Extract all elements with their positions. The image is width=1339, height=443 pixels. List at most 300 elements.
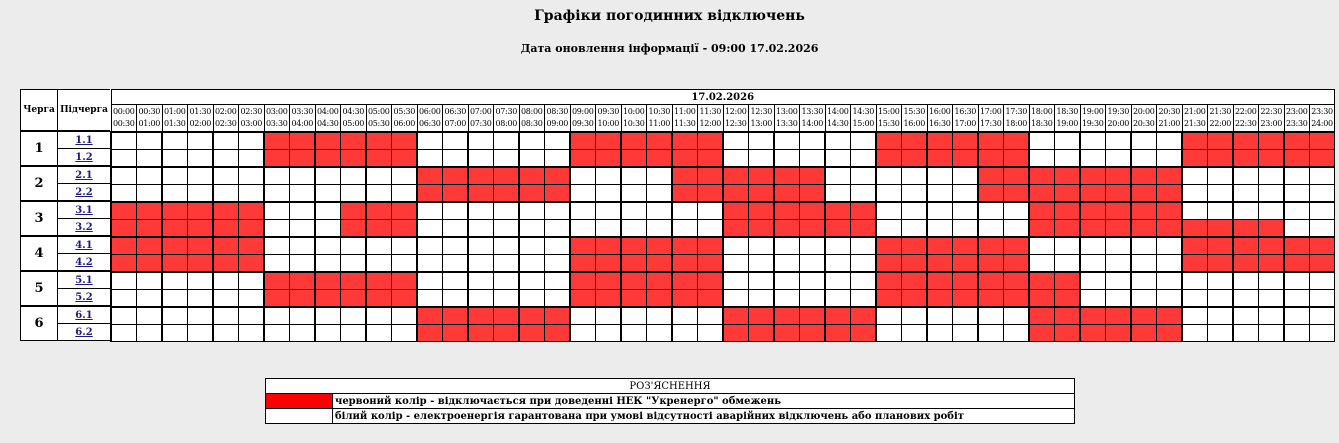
- available-cell: [953, 307, 979, 325]
- available-cell: [1310, 325, 1335, 342]
- outage-cell: [494, 325, 520, 342]
- available-cell: [621, 185, 647, 203]
- available-cell: [1004, 220, 1030, 238]
- available-cell: [851, 237, 877, 255]
- time-slot-start: 09:30: [597, 107, 620, 116]
- available-cell: [570, 325, 596, 342]
- time-slot-end: 16:30: [928, 119, 951, 128]
- available-cell: [1284, 220, 1310, 238]
- outage-cell: [570, 255, 596, 273]
- time-slot-header: [749, 105, 775, 133]
- available-cell: [1182, 307, 1208, 325]
- available-cell: [1284, 167, 1310, 185]
- available-cell: [1182, 325, 1208, 342]
- outage-cell: [290, 150, 316, 168]
- time-slot-header: [264, 105, 290, 133]
- available-cell: [800, 272, 826, 290]
- available-cell: [1080, 237, 1106, 255]
- available-cell: [851, 167, 877, 185]
- outage-cell: [1080, 220, 1106, 238]
- schedule-row: [111, 272, 1335, 290]
- outage-cell: [341, 150, 367, 168]
- outage-cell: [876, 132, 902, 150]
- time-slot-end: 09:00: [546, 119, 569, 128]
- outage-cell: [1182, 220, 1208, 238]
- available-cell: [1004, 202, 1030, 220]
- outage-cell: [1004, 132, 1030, 150]
- time-slot-header: [1208, 105, 1234, 133]
- available-cell: [596, 307, 622, 325]
- time-slot-start: 13:00: [775, 107, 798, 116]
- outage-cell: [417, 167, 443, 185]
- available-cell: [468, 202, 494, 220]
- subqueue-cell: [58, 306, 111, 324]
- available-cell: [953, 220, 979, 238]
- time-slot-header: [723, 105, 749, 133]
- subqueue-link[interactable]: 4.1: [75, 239, 93, 251]
- available-cell: [519, 290, 545, 308]
- available-cell: [213, 290, 239, 308]
- time-slot-start: 01:30: [189, 107, 212, 116]
- subqueue-cell: [58, 236, 111, 254]
- available-cell: [1182, 167, 1208, 185]
- available-cell: [825, 272, 851, 290]
- available-cell: [1259, 272, 1285, 290]
- outage-cell: [1080, 167, 1106, 185]
- outage-cell: [137, 220, 163, 238]
- outage-cell: [1055, 185, 1081, 203]
- outage-cell: [1131, 325, 1157, 342]
- available-cell: [239, 325, 265, 342]
- available-cell: [749, 237, 775, 255]
- outage-cell: [800, 185, 826, 203]
- available-cell: [162, 167, 188, 185]
- outage-cell: [1182, 255, 1208, 273]
- outage-cell: [672, 237, 698, 255]
- time-slot-header: [876, 105, 902, 133]
- outage-cell: [290, 272, 316, 290]
- outage-cell: [1029, 272, 1055, 290]
- available-cell: [213, 185, 239, 203]
- available-cell: [902, 202, 928, 220]
- outage-cell: [545, 325, 571, 342]
- outage-cell: [341, 272, 367, 290]
- outage-cell: [1310, 132, 1335, 150]
- outage-cell: [596, 237, 622, 255]
- available-cell: [111, 185, 137, 203]
- available-cell: [111, 325, 137, 342]
- subqueue-link[interactable]: 1.1: [75, 134, 93, 146]
- available-cell: [213, 132, 239, 150]
- available-cell: [1208, 272, 1234, 290]
- available-cell: [366, 307, 392, 325]
- outage-cell: [1157, 202, 1183, 220]
- outage-cell: [1029, 325, 1055, 342]
- available-cell: [341, 185, 367, 203]
- outage-cell: [162, 220, 188, 238]
- available-cell: [264, 255, 290, 273]
- available-cell: [1259, 202, 1285, 220]
- outage-cell: [927, 255, 953, 273]
- available-cell: [978, 325, 1004, 342]
- subqueue-cell: [58, 149, 111, 167]
- available-cell: [188, 185, 214, 203]
- available-cell: [596, 220, 622, 238]
- time-slot-header: [825, 105, 851, 133]
- available-cell: [290, 167, 316, 185]
- outage-cell: [672, 167, 698, 185]
- subqueue-cell: [58, 324, 111, 341]
- outage-cell: [825, 325, 851, 342]
- available-cell: [825, 185, 851, 203]
- time-slot-start: 07:00: [469, 107, 492, 116]
- outage-cell: [519, 185, 545, 203]
- available-cell: [341, 255, 367, 273]
- available-cell: [392, 307, 418, 325]
- available-cell: [545, 255, 571, 273]
- outage-cell: [264, 150, 290, 168]
- available-cell: [111, 132, 137, 150]
- outage-cell: [1233, 132, 1259, 150]
- outage-cell: [570, 290, 596, 308]
- outage-cell: [902, 237, 928, 255]
- available-cell: [519, 272, 545, 290]
- time-slot-start: 08:30: [546, 107, 569, 116]
- time-slot-header: [290, 105, 316, 133]
- outage-cell: [902, 150, 928, 168]
- available-cell: [443, 290, 469, 308]
- outage-cell: [213, 220, 239, 238]
- outage-cell: [111, 255, 137, 273]
- subqueue-cell: [58, 166, 111, 184]
- time-slot-header: [1284, 105, 1310, 133]
- outage-cell: [1080, 325, 1106, 342]
- outage-cell: [239, 255, 265, 273]
- time-slot-header: [647, 105, 673, 133]
- time-slot-start: 19:30: [1107, 107, 1130, 116]
- outage-cell: [749, 325, 775, 342]
- time-slot-end: 03:30: [265, 119, 288, 128]
- time-slot-end: 11:00: [648, 119, 671, 128]
- available-cell: [545, 202, 571, 220]
- outage-cell: [494, 185, 520, 203]
- subqueue-link[interactable]: 2.2: [75, 186, 93, 198]
- subqueue-link[interactable]: 5.2: [75, 291, 93, 303]
- outage-cell: [1029, 220, 1055, 238]
- subqueue-link[interactable]: 6.2: [75, 326, 93, 338]
- outage-cell: [1004, 272, 1030, 290]
- available-cell: [417, 150, 443, 168]
- available-cell: [494, 237, 520, 255]
- available-cell: [749, 150, 775, 168]
- available-cell: [1106, 237, 1132, 255]
- time-slot-start: 11:00: [673, 107, 696, 116]
- available-cell: [264, 237, 290, 255]
- available-cell: [392, 167, 418, 185]
- available-cell: [1233, 202, 1259, 220]
- outage-cell: [1055, 220, 1081, 238]
- time-slot-end: 04:00: [291, 119, 314, 128]
- available-cell: [774, 255, 800, 273]
- available-cell: [213, 167, 239, 185]
- outage-cell: [315, 272, 341, 290]
- available-cell: [290, 185, 316, 203]
- available-cell: [1080, 150, 1106, 168]
- available-cell: [1131, 272, 1157, 290]
- available-cell: [825, 290, 851, 308]
- available-cell: [417, 237, 443, 255]
- available-cell: [927, 220, 953, 238]
- available-cell: [1106, 255, 1132, 273]
- outage-cell: [1157, 167, 1183, 185]
- outage-cell: [1284, 132, 1310, 150]
- subqueue-link[interactable]: 3.2: [75, 221, 93, 233]
- outage-cell: [723, 185, 749, 203]
- outage-cell: [902, 290, 928, 308]
- available-cell: [851, 255, 877, 273]
- available-cell: [647, 185, 673, 203]
- available-cell: [264, 307, 290, 325]
- outage-cell: [162, 202, 188, 220]
- available-cell: [239, 290, 265, 308]
- available-cell: [1284, 290, 1310, 308]
- available-cell: [698, 220, 724, 238]
- available-cell: [341, 307, 367, 325]
- outage-cell: [188, 255, 214, 273]
- page-title: Графіки погодинних відключень: [534, 8, 805, 24]
- subqueue-link[interactable]: 3.1: [75, 204, 93, 216]
- schedule-row: [111, 202, 1335, 220]
- outage-cell: [1055, 290, 1081, 308]
- queue-header: Черга: [21, 90, 58, 132]
- available-cell: [1208, 307, 1234, 325]
- outage-cell: [774, 185, 800, 203]
- time-slot-end: 13:00: [750, 119, 773, 128]
- outage-cell: [1029, 167, 1055, 185]
- available-cell: [1106, 150, 1132, 168]
- time-slot-start: 17:00: [979, 107, 1002, 116]
- outage-cell: [1131, 185, 1157, 203]
- time-slot-start: 19:00: [1081, 107, 1104, 116]
- outage-cell: [1259, 150, 1285, 168]
- outage-cell: [1208, 150, 1234, 168]
- time-slot-start: 05:00: [367, 107, 390, 116]
- available-cell: [800, 132, 826, 150]
- available-cell: [315, 167, 341, 185]
- available-cell: [876, 307, 902, 325]
- available-cell: [800, 237, 826, 255]
- available-cell: [749, 290, 775, 308]
- time-slot-header: [137, 105, 163, 133]
- available-cell: [1310, 307, 1335, 325]
- time-slot-header: [468, 105, 494, 133]
- schedule-row: [111, 185, 1335, 203]
- time-slot-start: 15:30: [903, 107, 926, 116]
- outage-cell: [596, 290, 622, 308]
- available-cell: [570, 185, 596, 203]
- time-slot-header: [519, 105, 545, 133]
- time-slot-header: [851, 105, 877, 133]
- available-cell: [800, 255, 826, 273]
- time-slot-header: [621, 105, 647, 133]
- outage-cell: [978, 167, 1004, 185]
- available-cell: [927, 185, 953, 203]
- outage-cell: [774, 220, 800, 238]
- available-cell: [927, 307, 953, 325]
- available-cell: [672, 307, 698, 325]
- schedule-grid: [110, 89, 1335, 342]
- outage-cell: [596, 132, 622, 150]
- time-slot-header: [1131, 105, 1157, 133]
- time-slot-header: [239, 105, 265, 133]
- outage-cell: [647, 150, 673, 168]
- outage-cell: [1233, 237, 1259, 255]
- schedule-row: [111, 325, 1335, 342]
- available-cell: [494, 150, 520, 168]
- outage-cell: [1233, 220, 1259, 238]
- time-slot-header: [1029, 105, 1055, 133]
- available-cell: [1080, 132, 1106, 150]
- available-cell: [953, 167, 979, 185]
- time-slot-start: 06:30: [444, 107, 467, 116]
- time-slot-end: 22:00: [1209, 119, 1232, 128]
- time-slot-header: [494, 105, 520, 133]
- available-cell: [723, 290, 749, 308]
- outage-cell: [1208, 220, 1234, 238]
- time-slot-end: 05:00: [342, 119, 365, 128]
- outage-cell: [876, 150, 902, 168]
- available-cell: [1208, 167, 1234, 185]
- outage-cell: [927, 132, 953, 150]
- queue-number: 3: [21, 201, 58, 236]
- outage-cell: [519, 325, 545, 342]
- outage-cell: [366, 132, 392, 150]
- outage-cell: [1029, 290, 1055, 308]
- available-cell: [621, 202, 647, 220]
- available-cell: [672, 202, 698, 220]
- outage-cell: [723, 220, 749, 238]
- available-cell: [1131, 237, 1157, 255]
- available-cell: [647, 325, 673, 342]
- available-cell: [1284, 272, 1310, 290]
- available-cell: [315, 237, 341, 255]
- time-slot-end: 16:00: [903, 119, 926, 128]
- time-slot-end: 15:00: [852, 119, 875, 128]
- time-slot-end: 05:30: [367, 119, 390, 128]
- available-cell: [1029, 237, 1055, 255]
- available-cell: [876, 202, 902, 220]
- available-cell: [137, 150, 163, 168]
- outage-cell: [723, 202, 749, 220]
- time-slot-start: 14:30: [852, 107, 875, 116]
- time-slot-header: [545, 105, 571, 133]
- available-cell: [1284, 202, 1310, 220]
- outage-cell: [315, 290, 341, 308]
- outage-cell: [341, 290, 367, 308]
- outage-cell: [902, 255, 928, 273]
- available-cell: [239, 307, 265, 325]
- outage-cell: [366, 272, 392, 290]
- subqueue-link[interactable]: 4.2: [75, 256, 93, 268]
- subqueue-link[interactable]: 5.1: [75, 274, 93, 286]
- time-slot-header: [1106, 105, 1132, 133]
- outage-cell: [698, 237, 724, 255]
- outage-cell: [978, 185, 1004, 203]
- available-cell: [111, 272, 137, 290]
- available-cell: [1131, 255, 1157, 273]
- time-slot-start: 21:30: [1209, 107, 1232, 116]
- outage-cell: [1208, 132, 1234, 150]
- time-slot-header: [800, 105, 826, 133]
- subqueue-link[interactable]: 1.2: [75, 151, 93, 163]
- available-cell: [417, 290, 443, 308]
- available-cell: [825, 255, 851, 273]
- available-cell: [774, 272, 800, 290]
- outage-cell: [953, 132, 979, 150]
- outage-cell: [1208, 237, 1234, 255]
- outage-cell: [647, 290, 673, 308]
- time-slot-start: 04:30: [342, 107, 365, 116]
- available-cell: [315, 220, 341, 238]
- time-slot-start: 13:30: [801, 107, 824, 116]
- outage-cell: [1131, 220, 1157, 238]
- subqueue-cell: [58, 219, 111, 237]
- outage-cell: [953, 290, 979, 308]
- time-slot-start: 07:30: [495, 107, 518, 116]
- available-cell: [749, 272, 775, 290]
- outage-cell: [417, 325, 443, 342]
- outage-cell: [978, 132, 1004, 150]
- subqueue-link[interactable]: 6.1: [75, 309, 93, 321]
- available-cell: [978, 202, 1004, 220]
- available-cell: [417, 202, 443, 220]
- available-cell: [468, 150, 494, 168]
- available-cell: [341, 325, 367, 342]
- outage-cell: [800, 220, 826, 238]
- outage-cell: [162, 237, 188, 255]
- time-slot-start: 10:00: [622, 107, 645, 116]
- time-slot-end: 14:00: [801, 119, 824, 128]
- available-cell: [851, 132, 877, 150]
- available-cell: [519, 150, 545, 168]
- available-cell: [1233, 167, 1259, 185]
- time-slot-end: 19:30: [1081, 119, 1104, 128]
- available-cell: [953, 185, 979, 203]
- outage-cell: [1106, 185, 1132, 203]
- outage-cell: [1004, 237, 1030, 255]
- available-cell: [1157, 255, 1183, 273]
- time-slot-end: 21:30: [1183, 119, 1206, 128]
- outage-cell: [953, 272, 979, 290]
- subqueue-link[interactable]: 2.1: [75, 169, 93, 181]
- available-cell: [1157, 237, 1183, 255]
- available-cell: [239, 150, 265, 168]
- outage-cell: [902, 132, 928, 150]
- available-cell: [1310, 272, 1335, 290]
- available-cell: [162, 290, 188, 308]
- available-cell: [468, 132, 494, 150]
- available-cell: [902, 220, 928, 238]
- queue-number: 1: [21, 131, 58, 166]
- available-cell: [596, 185, 622, 203]
- available-cell: [366, 167, 392, 185]
- outage-cell: [1182, 237, 1208, 255]
- available-cell: [1029, 150, 1055, 168]
- available-cell: [545, 150, 571, 168]
- time-slot-header: [953, 105, 979, 133]
- available-cell: [468, 237, 494, 255]
- available-cell: [596, 325, 622, 342]
